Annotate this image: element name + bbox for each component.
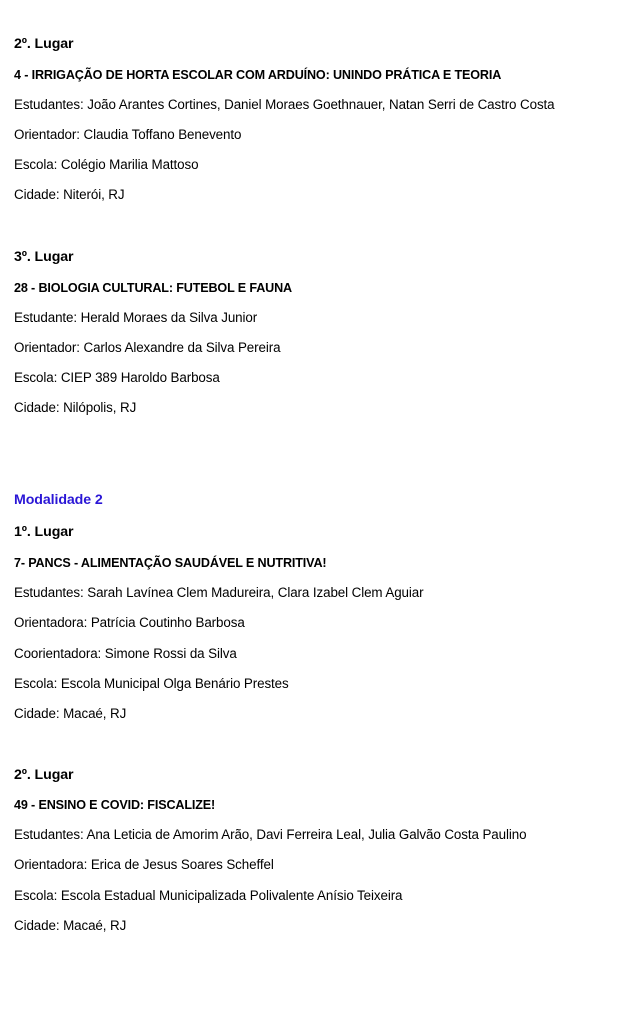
advisor-line: Orientador: Carlos Alexandre da Silva Pereira bbox=[14, 340, 281, 355]
city-line: Cidade: Macaé, RJ bbox=[14, 706, 127, 721]
advisor-line: Orientadora: Patrícia Coutinho Barbosa bbox=[14, 615, 245, 630]
city-line: Cidade: Niterói, RJ bbox=[14, 187, 125, 202]
school-line: Escola: Escola Municipal Olga Benário Prestes bbox=[14, 676, 289, 691]
co-advisor-line: Coorientadora: Simone Rossi da Silva bbox=[14, 646, 237, 661]
students-line: Estudantes: Sarah Lavínea Clem Madureira, Clara Izabel Clem Aguiar bbox=[14, 585, 424, 600]
city-line: Cidade: Nilópolis, RJ bbox=[14, 400, 137, 415]
modality-heading: Modalidade 2 bbox=[14, 492, 103, 508]
project-title: 7- PANCS - ALIMENTAÇÃO SAUDÁVEL E NUTRITIVA! bbox=[14, 556, 327, 570]
school-line: Escola: CIEP 389 Haroldo Barbosa bbox=[14, 370, 220, 385]
project-title: 49 - ENSINO E COVID: FISCALIZE! bbox=[14, 798, 216, 812]
place-heading: 1º. Lugar bbox=[14, 524, 74, 540]
students-line: Estudantes: Ana Leticia de Amorim Arão, Davi Ferreira Leal, Julia Galvão Costa Paulino bbox=[14, 827, 527, 842]
advisor-line: Orientador: Claudia Toffano Benevento bbox=[14, 127, 242, 142]
place-heading: 2º. Lugar bbox=[14, 767, 74, 783]
city-line: Cidade: Macaé, RJ bbox=[14, 918, 127, 933]
students-line: Estudantes: João Arantes Cortines, Daniel Moraes Goethnauer, Natan Serri de Castro Costa bbox=[14, 97, 555, 112]
place-heading: 3º. Lugar bbox=[14, 249, 74, 265]
school-line: Escola: Colégio Marilia Mattoso bbox=[14, 157, 199, 172]
advisor-line: Orientadora: Erica de Jesus Soares Scheffel bbox=[14, 857, 274, 872]
place-heading: 2º. Lugar bbox=[14, 36, 74, 52]
school-line: Escola: Escola Estadual Municipalizada Polivalente Anísio Teixeira bbox=[14, 888, 403, 903]
project-title: 4 - IRRIGAÇÃO DE HORTA ESCOLAR COM ARDUÍNO: UNINDO PRÁTICA E TEORIA bbox=[14, 68, 502, 82]
project-title: 28 - BIOLOGIA CULTURAL: FUTEBOL E FAUNA bbox=[14, 281, 292, 295]
students-line: Estudante: Herald Moraes da Silva Junior bbox=[14, 310, 258, 325]
